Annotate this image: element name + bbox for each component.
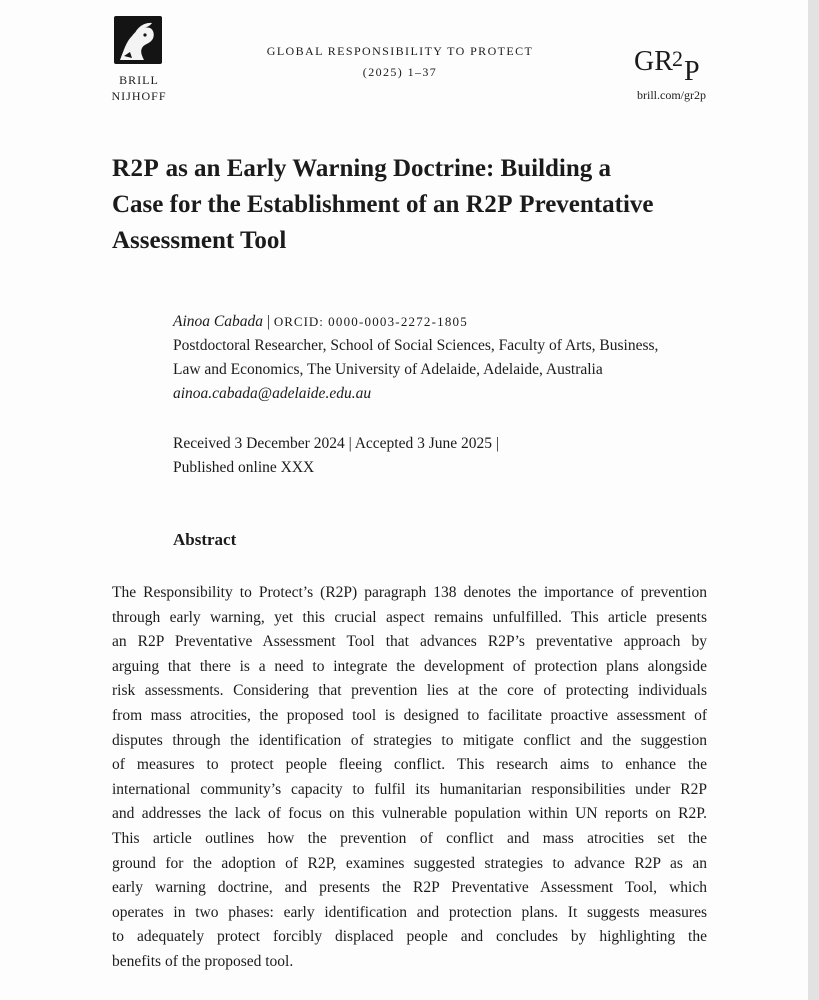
journal-title: GLOBAL RESPONSIBILITY TO PROTECT	[266, 44, 534, 58]
title-line	[112, 151, 712, 187]
abstract-body	[112, 581, 707, 975]
dates-line: Published online XXX	[173, 459, 315, 476]
abstract-line: an R2P Preventative Assessment Tool that advances R2P’s preventative approach by	[112, 633, 707, 651]
orcid-label: ORCID:	[273, 314, 329, 329]
publication-dates	[173, 432, 723, 480]
affiliation-line: Law and Economics, The University of Adelaide, Adelaide, Australia	[173, 361, 603, 378]
page-edge	[808, 0, 819, 1000]
title-text: Preventative	[513, 191, 654, 218]
orcid-id[interactable]: 0000-0003-2272-1805	[328, 314, 468, 329]
abstract-line: risk assessments. Considering that prevention lies at the core of protecting individuals	[112, 682, 707, 700]
gr2p-logo-text: GR	[634, 46, 673, 77]
abstract-line: and addresses the lack of focus on this vulnerable population within UN reports on R2P.	[112, 805, 707, 823]
abstract-line: of measures to protect people fleeing conflict. This research aims to enhance the	[112, 756, 707, 774]
author-block	[173, 310, 723, 406]
publisher-name	[104, 72, 174, 104]
abstract-line: from mass atrocities, the proposed tool is designed to facilitate proactive assessment of	[112, 706, 707, 724]
affiliation-line: Postdoctoral Researcher, School of Social Sciences, Faculty of Arts, Business,	[173, 337, 659, 354]
brill-logo-icon	[114, 16, 162, 64]
title-acronym: R2P	[465, 191, 514, 218]
title-text: as an Early Warning Doctrine: Building a	[159, 155, 612, 182]
title-acronym: R2P	[112, 155, 160, 182]
abstract-line: benefits of the proposed tool.	[112, 952, 294, 970]
separator: |	[263, 313, 274, 330]
title-line	[112, 187, 712, 223]
title-text: Assessment Tool	[112, 227, 287, 254]
title-text: Case for the Establishment of an	[112, 191, 466, 218]
gr2p-logo-text: P	[684, 56, 700, 84]
abstract-line: arguing that there is a need to integrate the development of protection plans alongside	[112, 657, 707, 675]
author-name: Ainoa Cabada	[173, 313, 263, 330]
abstract-heading: Abstract	[173, 530, 237, 549]
article-title	[112, 151, 712, 259]
abstract-line: operates in two phases: early identification and protection plans. It suggests measures	[112, 903, 707, 921]
gr2p-logo-text: 2	[672, 46, 683, 71]
abstract-line: international community’s capacity to fulfil its humanitarian responsibilities under R2P	[112, 780, 707, 798]
journal-url[interactable]: brill.com/gr2p	[637, 88, 706, 102]
abstract-line: early warning doctrine, and presents the R2P Preventative Assessment Tool, which	[112, 879, 707, 897]
publisher-line: NIJHOFF	[111, 89, 167, 103]
gr2p-logo-icon	[632, 42, 712, 84]
dates-line: Received 3 December 2024 | Accepted 3 June 2025 |	[173, 435, 499, 452]
journal-header	[240, 41, 560, 83]
abstract-line: disputes through the identification of strategies to mitigate conflict and the suggestion	[112, 731, 707, 749]
journal-issue: (2025) 1–37	[362, 65, 438, 79]
author-email[interactable]: ainoa.cabada@adelaide.edu.au	[173, 385, 372, 402]
title-line	[112, 223, 712, 259]
author-line	[173, 310, 723, 334]
abstract-line: This article outlines how the prevention of conflict and mass atrocities set the	[112, 829, 707, 847]
abstract-line: through early warning, yet this crucial aspect remains unfulfilled. This article presents	[112, 608, 707, 626]
abstract-line: ground for the adoption of R2P, examines suggested strategies to advance R2P as an	[112, 854, 707, 872]
abstract-line: to adequately protect forcibly displaced people and concludes by highlighting the	[112, 928, 707, 946]
publisher-line: BRILL	[119, 73, 159, 87]
abstract-line: The Responsibility to Protect’s (R2P) paragraph 138 denotes the importance of prevention	[112, 584, 707, 601]
